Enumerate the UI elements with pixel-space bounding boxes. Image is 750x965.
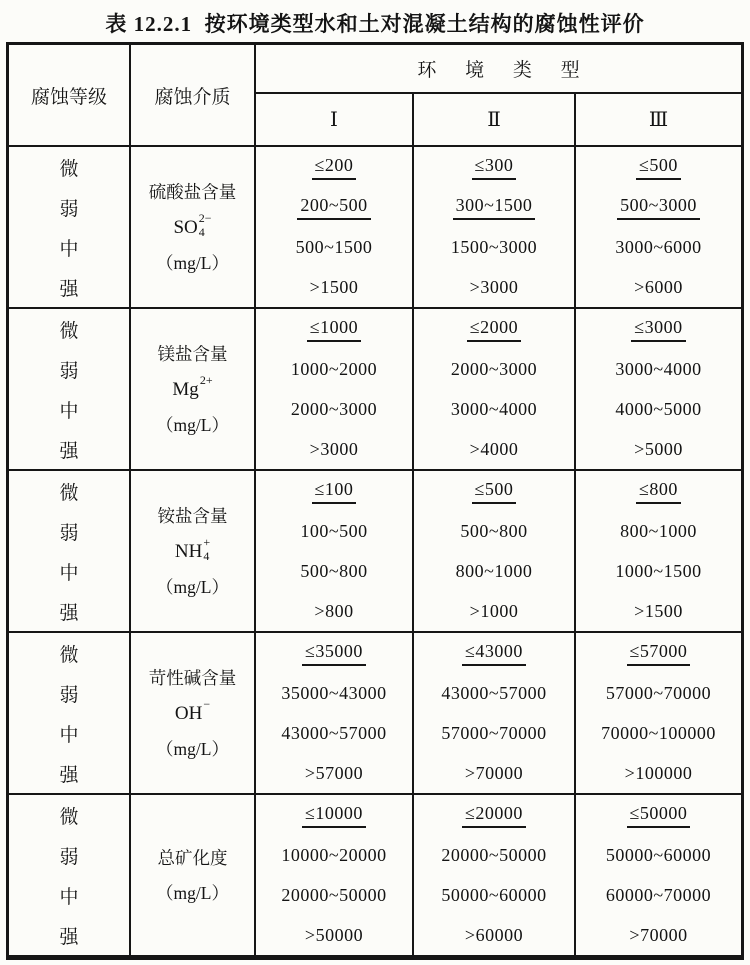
value-cell: >1000 [469, 600, 519, 621]
value-cell: >3000 [309, 438, 359, 459]
value-cell: 800~1000 [620, 520, 697, 541]
formula-sup: + [203, 535, 211, 549]
grade-label: 弱 [59, 684, 79, 706]
grade-label: 弱 [59, 846, 79, 868]
value-cell: 70000~100000 [601, 722, 716, 743]
value-cell: 1000~2000 [290, 358, 378, 379]
formula-base: NH [174, 540, 203, 562]
formula-sub: 4 [198, 225, 205, 239]
grade-label: 中 [59, 238, 79, 260]
grade-label: 微 [59, 806, 79, 828]
value-cell: 50000~60000 [605, 844, 712, 865]
value-cell: ≤1000 [256, 309, 412, 349]
medium-cell [131, 471, 256, 631]
header-environment-classes [256, 94, 741, 145]
value-cell: >50000 [304, 924, 364, 945]
value-cell: >3000 [469, 276, 519, 297]
table-header [9, 45, 741, 145]
grade-label: 强 [59, 440, 79, 462]
value-cell: ≤57000 [576, 633, 741, 673]
value-cell: >6000 [634, 276, 683, 297]
grade-column [9, 795, 131, 955]
grade-label: 中 [59, 400, 79, 422]
value-cell: >100000 [624, 762, 693, 783]
value-cell: 500~1500 [295, 236, 373, 257]
value-cell: 57000~70000 [441, 722, 547, 743]
formula-base: OH [174, 702, 203, 724]
value-cell: ≤10000 [256, 795, 412, 835]
grade-label: 微 [59, 320, 79, 342]
value-cell: >4000 [469, 438, 519, 459]
value-cell: ≤2000 [414, 309, 574, 349]
group-sulfate [9, 145, 741, 307]
value-cell: ≤500 [414, 471, 574, 511]
grade-column [9, 471, 131, 631]
medium-cell [131, 147, 256, 307]
value-cell: 43000~57000 [281, 722, 387, 743]
value-cell: 3000~4000 [615, 358, 702, 379]
value-cell: 2000~3000 [290, 398, 378, 419]
grade-label: 微 [59, 158, 79, 180]
medium-unit: （mg/L） [156, 577, 229, 597]
formula-base: Mg [172, 378, 199, 400]
medium-formula [173, 211, 212, 240]
formula-sup: 2− [198, 211, 212, 225]
value-column-env3 [576, 147, 741, 307]
value-cell: 3000~4000 [450, 398, 538, 419]
value-cell: >800 [314, 600, 354, 621]
medium-formula [174, 535, 211, 564]
value-cell: ≤43000 [414, 633, 574, 673]
grade-label: 中 [59, 724, 79, 746]
value-cell: ≤50000 [576, 795, 741, 835]
value-cell: ≤800 [576, 471, 741, 511]
medium-unit: （mg/L） [156, 253, 229, 273]
formula-supsub [203, 698, 210, 724]
value-column-env1 [256, 147, 414, 307]
value-column-env1 [256, 633, 414, 793]
group-magnesium [9, 307, 741, 469]
value-cell: ≤500 [576, 147, 741, 187]
value-cell: 800~1000 [455, 560, 533, 581]
value-cell: ≤35000 [256, 633, 412, 673]
medium-name: 镁盐含量 [157, 344, 228, 364]
medium-name: 硫酸盐含量 [148, 182, 237, 202]
grade-label: 弱 [59, 198, 79, 220]
grade-column [9, 147, 131, 307]
formula-sup: 2+ [199, 373, 213, 387]
grade-label: 强 [59, 278, 79, 300]
header-environment-type: 环 境 类 型 [256, 45, 741, 94]
grade-label: 弱 [59, 360, 79, 382]
value-cell: 35000~43000 [281, 682, 387, 703]
value-cell: 200~500 [256, 187, 412, 227]
header-corrosion-medium: 腐蚀介质 [131, 45, 256, 145]
value-cell: 1500~3000 [450, 236, 538, 257]
medium-cell [131, 633, 256, 793]
medium-cell [131, 309, 256, 469]
value-cell: 500~800 [300, 560, 368, 581]
value-column-env1 [256, 795, 414, 955]
value-column-env2 [414, 795, 576, 955]
group-ammonium [9, 469, 741, 631]
value-cell: 3000~6000 [615, 236, 702, 257]
grade-label: 微 [59, 644, 79, 666]
value-cell: 500~3000 [576, 187, 741, 227]
medium-name: 铵盐含量 [157, 506, 228, 526]
value-cell: 20000~50000 [281, 884, 387, 905]
header-corrosion-grade: 腐蚀等级 [9, 45, 131, 145]
value-column-env3 [576, 795, 741, 955]
grade-label: 强 [59, 602, 79, 624]
value-column-env1 [256, 471, 414, 631]
header-environment-block [256, 45, 741, 145]
group-caustic-alkali [9, 631, 741, 793]
value-cell: >1500 [309, 276, 359, 297]
medium-formula [172, 373, 213, 402]
header-env-class-3: Ⅲ [648, 109, 669, 131]
value-column-env3 [576, 633, 741, 793]
medium-unit: （mg/L） [156, 883, 229, 903]
medium-name: 总矿化度 [157, 848, 228, 868]
medium-unit: （mg/L） [156, 415, 229, 435]
grade-label: 弱 [59, 522, 79, 544]
value-cell: 500~800 [460, 520, 528, 541]
formula-base: SO [173, 216, 198, 238]
value-cell: >5000 [634, 438, 683, 459]
value-cell: ≤3000 [576, 309, 741, 349]
grade-label: 微 [59, 482, 79, 504]
medium-cell [131, 795, 256, 955]
value-column-env2 [414, 309, 576, 469]
value-cell: 1000~1500 [615, 560, 702, 581]
formula-sup: − [203, 697, 211, 711]
grade-column [9, 309, 131, 469]
value-cell: 300~1500 [414, 187, 574, 227]
value-cell: >70000 [464, 762, 524, 783]
value-cell: >1500 [634, 600, 683, 621]
value-column-env1 [256, 309, 414, 469]
grade-label: 强 [59, 926, 79, 948]
header-env-class-2: Ⅱ [414, 94, 576, 145]
value-cell: 57000~70000 [605, 682, 712, 703]
value-cell: 10000~20000 [281, 844, 387, 865]
formula-supsub [203, 536, 210, 562]
formula-supsub [200, 374, 213, 400]
value-cell: ≤300 [414, 147, 574, 187]
value-cell: ≤20000 [414, 795, 574, 835]
value-cell: >60000 [464, 924, 524, 945]
value-cell: 2000~3000 [450, 358, 538, 379]
formula-sub: 4 [203, 549, 210, 563]
corrosion-table [6, 42, 744, 960]
value-column-env3 [576, 471, 741, 631]
value-cell: 43000~57000 [441, 682, 547, 703]
value-cell: 60000~70000 [605, 884, 712, 905]
value-cell: ≤100 [256, 471, 412, 511]
value-column-env2 [414, 633, 576, 793]
grade-column [9, 633, 131, 793]
value-column-env3 [576, 309, 741, 469]
value-cell: >70000 [629, 924, 688, 945]
group-total-mineralization [9, 793, 741, 955]
value-cell: ≤200 [256, 147, 412, 187]
value-cell: >57000 [304, 762, 364, 783]
value-cell: 20000~50000 [441, 844, 547, 865]
value-cell: 100~500 [300, 520, 368, 541]
grade-label: 中 [59, 886, 79, 908]
value-column-env2 [414, 147, 576, 307]
medium-formula [174, 697, 211, 726]
value-cell: 4000~5000 [615, 398, 702, 419]
medium-name: 苛性碱含量 [148, 668, 237, 688]
formula-supsub [199, 212, 212, 238]
table-title: 表 12.2.1 按环境类型水和土对混凝土结构的腐蚀性评价 [105, 12, 645, 36]
header-env-class-1: Ⅰ [256, 94, 414, 145]
value-column-env2 [414, 471, 576, 631]
grade-label: 强 [59, 764, 79, 786]
value-cell: 50000~60000 [441, 884, 547, 905]
medium-unit: （mg/L） [156, 739, 229, 759]
grade-label: 中 [59, 562, 79, 584]
